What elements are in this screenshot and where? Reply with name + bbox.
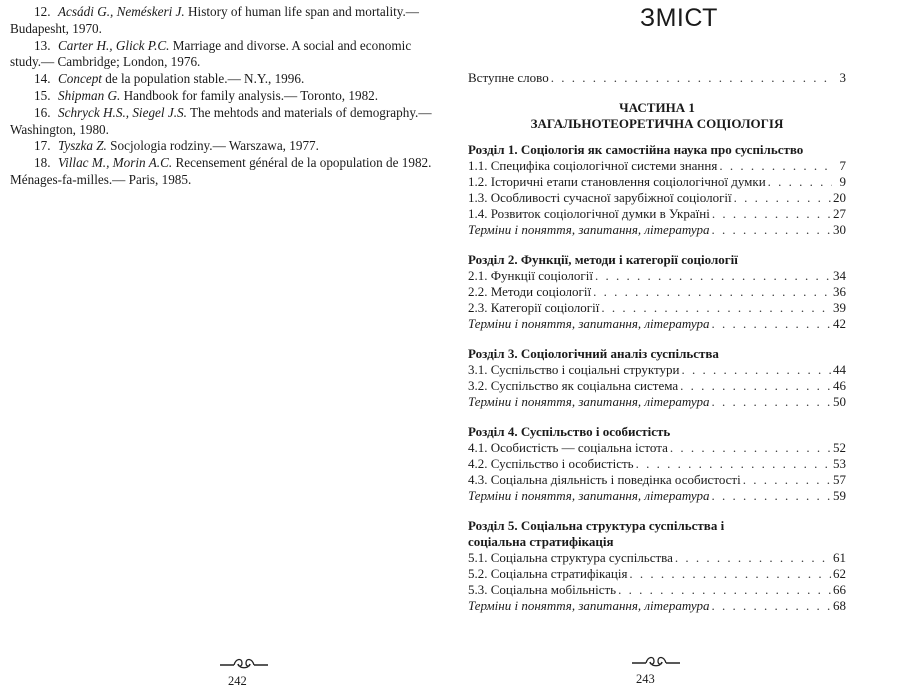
right-page (450, 0, 914, 700)
toc-entry-label: 1.3. Особливості сучасної зарубіжної соціології (468, 190, 732, 205)
toc-entry (468, 174, 846, 190)
dot-leader (711, 488, 831, 504)
toc-entry-page: 57 (833, 472, 846, 487)
toc-entry-label: Терміни і поняття, запитання, література (468, 394, 710, 409)
toc-entry-page: 59 (833, 488, 846, 503)
toc-entry (468, 284, 846, 300)
toc-entry (468, 190, 846, 206)
toc-entry-page: 61 (833, 550, 846, 565)
dot-leader (711, 394, 831, 410)
toc-entry-label: 1.1. Специфіка соціологічної системи знання (468, 158, 718, 173)
part-heading: ЧАСТИНА 1 (619, 100, 695, 115)
toc-entry (468, 550, 846, 566)
toc-entry-page: 20 (833, 190, 846, 205)
toc-entry (468, 362, 846, 378)
toc-entry-page: 30 (833, 222, 846, 237)
reference-text: Marriage and divorse. A social and economic (169, 37, 412, 53)
toc-entry-label: 5.1. Соціальна структура суспільства (468, 550, 673, 565)
dot-leader (670, 440, 831, 456)
toc-entry (468, 566, 846, 582)
section-heading: Розділ 5. Соціальна структура суспільства і соціальна стратифікація (468, 518, 725, 549)
reference-number: 15. (34, 87, 51, 103)
toc-section (468, 424, 846, 504)
section-heading: Розділ 2. Функції, методи і категорії соціології (468, 252, 738, 267)
toc-entry-page: 62 (833, 566, 846, 581)
reference-item (34, 71, 430, 88)
toc-entry-page: 46 (833, 378, 846, 393)
toc-entry (468, 456, 846, 472)
dot-leader (675, 550, 831, 566)
toc-entry-label: Терміни і поняття, запитання, література (468, 222, 710, 237)
toc-entry-label: 3.2. Суспільство як соціальна система (468, 378, 679, 393)
toc-entry (468, 300, 846, 316)
dot-leader (593, 284, 831, 300)
reference-continuation: Washington, 1980. (10, 121, 109, 137)
reference-text: de la population stable.— N.Y., 1996. (101, 71, 305, 87)
reference-text: Socjologia rodziny.— Warszawa, 1977. (106, 138, 319, 154)
dot-leader (768, 174, 832, 190)
dot-leader (734, 190, 831, 206)
toc-entry-page: 44 (833, 362, 846, 377)
toc-entry (468, 582, 846, 598)
reference-item (10, 37, 430, 72)
page-number: 243 (636, 672, 655, 686)
toc-entry-page: 3 (839, 70, 846, 85)
reference-author: Acsádi G., Neméskeri J. (58, 4, 185, 19)
toc-entry-label: 5.3. Соціальна мобільність (468, 582, 617, 597)
toc-entry-page: 53 (833, 456, 846, 471)
toc-entry-label: 1.4. Розвиток соціологічної думки в Україні (468, 206, 710, 221)
toc-entry-page: 52 (833, 440, 846, 455)
toc-entry-terms (468, 316, 846, 332)
reference-author: Villac M., Morin A.C. (58, 155, 173, 171)
toc-entry-label: 5.2. Соціальна стратифікація (468, 566, 628, 581)
page-number: 242 (228, 674, 247, 688)
reference-number: 14. (34, 71, 51, 87)
dot-leader (681, 362, 831, 378)
reference-author: Carter H., Glick P.C. (58, 37, 170, 53)
reference-continuation: study.— Cambridge; London, 1976. (10, 54, 201, 70)
table-of-contents (468, 70, 846, 614)
reference-author: Tyszka Z. (58, 138, 107, 154)
toc-section (468, 252, 846, 332)
dot-leader (618, 582, 831, 598)
toc-entry-label: Терміни і поняття, запитання, література (468, 598, 710, 613)
dot-leader (711, 222, 831, 238)
reference-item (10, 104, 432, 139)
toc-entry (468, 440, 846, 456)
dot-leader (719, 158, 832, 174)
section-heading: Розділ 4. Суспільство і особистість (468, 424, 671, 439)
toc-entry (468, 378, 846, 394)
reference-text: Handbook for family analysis.— Toronto, 1982. (120, 87, 379, 103)
toc-entry-page: 42 (833, 316, 846, 331)
reference-continuation: Budapesht, 1970. (10, 20, 102, 36)
reference-continuation: Ménages-fa-milles.— Paris, 1985. (10, 171, 192, 187)
reference-item (34, 138, 430, 155)
toc-entry-page: 50 (833, 394, 846, 409)
toc-entry-page: 9 (839, 174, 846, 189)
toc-entry-page: 27 (833, 206, 846, 221)
toc-entry-label: 4.2. Суспільство і особистість (468, 456, 634, 471)
toc-entry-label: 1.2. Історичні етапи становлення соціологічної думки (468, 174, 766, 189)
toc-entry-terms (468, 598, 846, 614)
toc-entry-label: 4.3. Соціальна діяльність і поведінка особистості (468, 472, 741, 487)
toc-entry (468, 158, 846, 174)
dot-leader (601, 300, 831, 316)
reference-number: 16. (34, 104, 51, 120)
reference-number: 18. (34, 155, 51, 171)
section-heading: Розділ 1. Соціологія як самостійна наука про суспільство (468, 142, 804, 157)
dot-leader (551, 70, 832, 86)
toc-entry-label: 3.1. Суспільство і соціальні структури (468, 362, 680, 377)
page-title: ЗМІСТ (640, 4, 718, 32)
toc-entry-page: 68 (833, 598, 846, 613)
toc-entry (468, 206, 846, 222)
toc-entry-label: Терміни і поняття, запитання, література (468, 488, 710, 503)
reference-item (34, 88, 430, 105)
dot-leader (629, 566, 831, 582)
reference-item (10, 4, 430, 38)
toc-entry-label: 2.2. Методи соціології (468, 284, 592, 299)
toc-section (468, 142, 846, 238)
toc-entry-label: 2.3. Категорії соціології (468, 300, 600, 315)
dot-leader (711, 316, 831, 332)
reference-list (10, 4, 432, 189)
reference-author: Schryck H.S., Siegel J.S. (58, 104, 187, 120)
reference-text: Recensement général de la opopulation de 1982. (172, 155, 432, 171)
section-heading: Розділ 3. Соціологічний аналіз суспільства (468, 346, 719, 361)
toc-section (468, 518, 846, 614)
reference-text: History of human life span and mortality.— (184, 4, 419, 19)
dot-leader (712, 206, 831, 222)
toc-entry (468, 472, 846, 488)
part-subheading: ЗАГАЛЬНОТЕОРЕТИЧНА СОЦІОЛОГІЯ (530, 116, 784, 131)
reference-number: 13. (34, 37, 51, 53)
toc-entry-terms (468, 222, 846, 238)
toc-entry-page: 66 (833, 582, 846, 597)
toc-entry-terms (468, 394, 846, 410)
dot-leader (595, 268, 831, 284)
reference-number: 17. (34, 138, 51, 154)
toc-entry-label: Терміни і поняття, запитання, література (468, 316, 710, 331)
toc-entry-label: 2.1. Функції соціології (468, 268, 593, 283)
toc-entry-page: 7 (839, 158, 846, 173)
toc-section (468, 346, 846, 410)
reference-number: 12. (34, 4, 51, 19)
ornament-icon (218, 656, 270, 674)
dot-leader (680, 378, 831, 394)
toc-entry-intro (468, 70, 846, 86)
dot-leader (743, 472, 831, 488)
toc-entry-label: 4.1. Особистість — соціальна істота (468, 440, 668, 455)
toc-entry-label: Вступне слово (468, 70, 549, 85)
reference-author: Shipman G. (58, 87, 121, 103)
toc-entry-page: 39 (833, 300, 846, 315)
dot-leader (636, 456, 831, 472)
toc-entry-page: 34 (833, 268, 846, 283)
reference-text: The mehtods and materials of demography.— (186, 104, 432, 120)
reference-item (10, 155, 432, 189)
dot-leader (711, 598, 831, 614)
toc-entry (468, 268, 846, 284)
reference-author: Concept (58, 71, 102, 87)
toc-entry-terms (468, 488, 846, 504)
left-page (0, 0, 450, 700)
toc-entry-page: 36 (833, 284, 846, 299)
